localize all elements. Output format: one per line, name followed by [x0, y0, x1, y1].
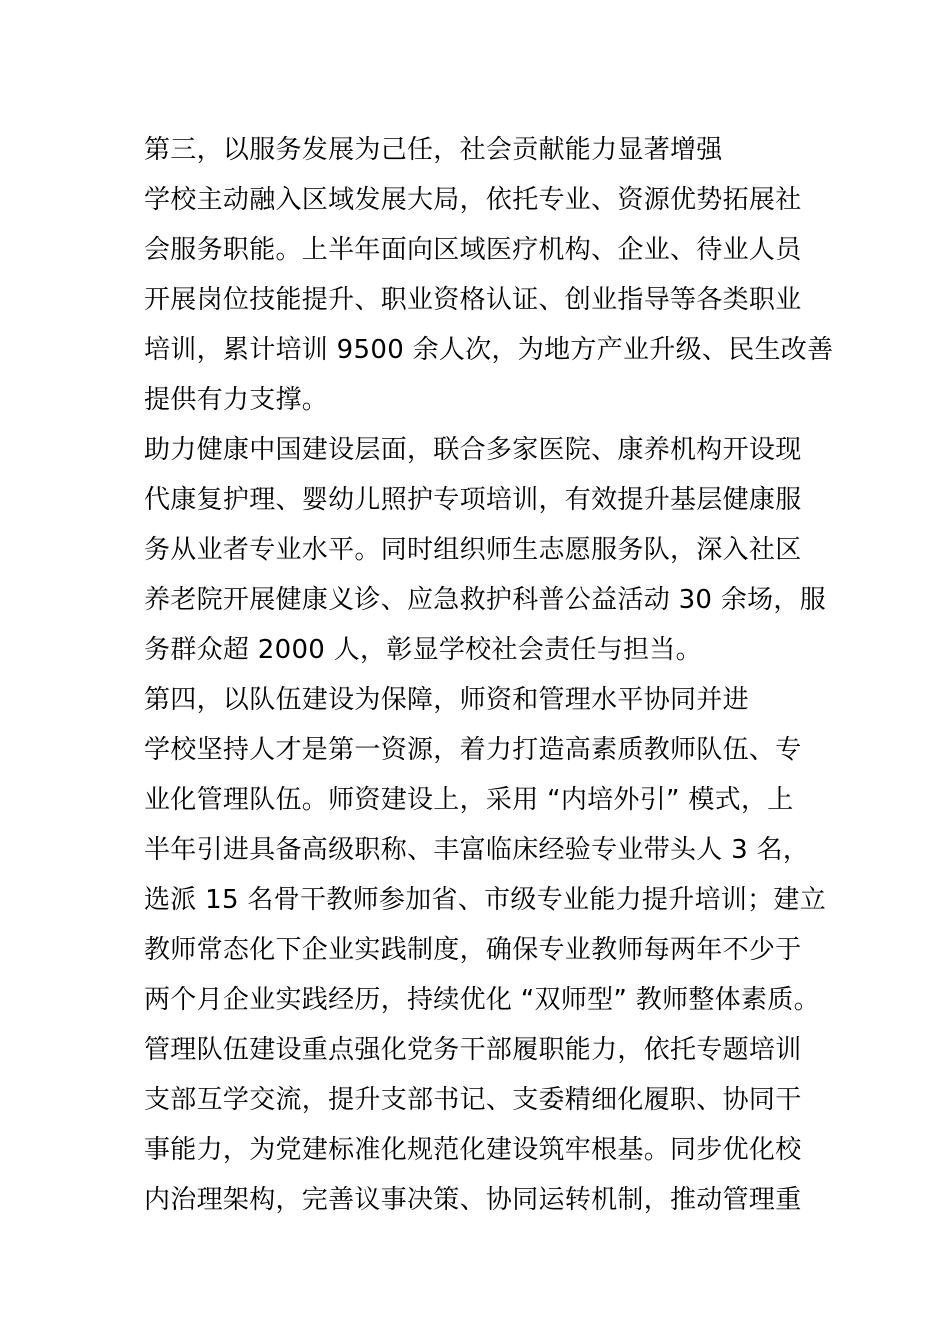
text-line: 开展岗位技能提升、职业资格认证、创业指导等各类职业	[144, 285, 802, 315]
text-line: 事能力，为党建标准化规范化建设筑牢根基。同步优化校	[144, 1135, 802, 1165]
text-line: 第四，以队伍建设为保障，师资和管理水平协同并进	[144, 685, 749, 715]
text-line: 学校主动融入区域发展大局，依托专业、资源优势拓展社	[144, 185, 802, 215]
text-line: 务从业者专业水平。同时组织师生志愿服务队，深入社区	[144, 535, 802, 565]
text-line: 学校坚持人才是第一资源，着力打造高素质教师队伍、专	[144, 735, 802, 765]
text-line: 内治理架构，完善议事决策、协同运转机制，推动管理重	[144, 1185, 802, 1215]
text-line: 两个月企业实践经历，持续优化 “双师型” 教师整体素质。	[144, 985, 820, 1015]
text-line: 管理队伍建设重点强化党务干部履职能力，依托专题培训	[144, 1035, 802, 1065]
text-line: 支部互学交流，提升支部书记、支委精细化履职、协同干	[144, 1085, 802, 1115]
text-line: 培训，累计培训 9500 余人次，为地方产业升级、民生改善	[144, 335, 834, 365]
text-line: 务群众超 2000 人，彰显学校社会责任与担当。	[144, 635, 702, 665]
text-line: 半年引进具备高级职称、丰富临床经验专业带头人 3 名，	[144, 835, 810, 865]
text-line: 第三，以服务发展为己任，社会贡献能力显著增强	[144, 135, 723, 165]
text-line: 选派 15 名骨干教师参加省、市级专业能力提升培训；建立	[144, 885, 827, 915]
text-line: 会服务职能。上半年面向区域医疗机构、企业、待业人员	[144, 235, 802, 265]
text-line: 助力健康中国建设层面，联合多家医院、康养机构开设现	[144, 435, 802, 465]
text-line: 提供有力支撑。	[144, 385, 329, 415]
text-line: 业化管理队伍。师资建设上，采用 “内培外引” 模式，上	[144, 785, 794, 815]
text-line: 养老院开展健康义诊、应急救护科普公益活动 30 余场，服	[144, 585, 827, 615]
document-body	[144, 125, 834, 1225]
text-line: 代康复护理、婴幼儿照护专项培训，有效提升基层健康服	[144, 485, 802, 515]
text-line: 教师常态化下企业实践制度，确保专业教师每两年不少于	[144, 935, 802, 965]
